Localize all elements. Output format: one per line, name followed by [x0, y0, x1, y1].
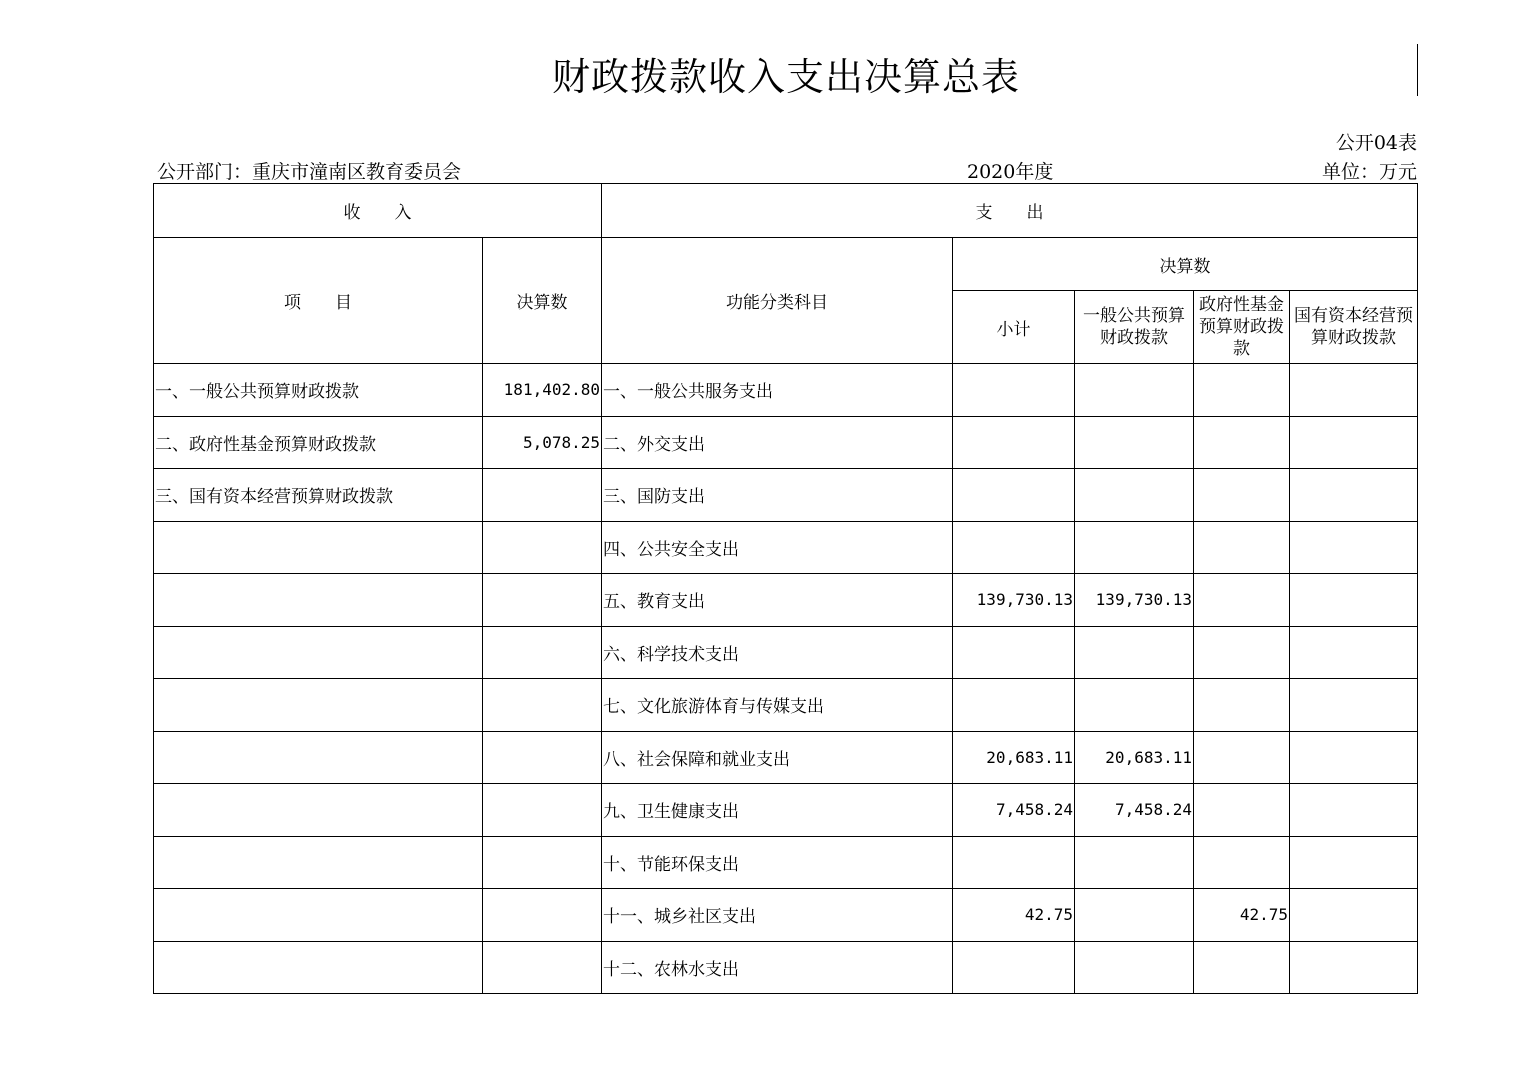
- expense-item-cell: 三、国防支出: [602, 469, 953, 522]
- expense-item-cell: 九、卫生健康支出: [602, 784, 953, 837]
- expense-item-cell: 八、社会保障和就业支出: [602, 731, 953, 784]
- general-budget-header: 一般公共预算财政拨款: [1075, 291, 1194, 364]
- gov-fund-cell: [1194, 784, 1290, 837]
- state-capital-cell: [1290, 364, 1418, 417]
- income-amount-cell: [483, 626, 602, 679]
- income-amount-cell: 5,078.25: [483, 416, 602, 469]
- gov-fund-cell: [1194, 731, 1290, 784]
- expense-item-cell: 七、文化旅游体育与传媒支出: [602, 679, 953, 732]
- gov-fund-header: 政府性基金预算财政拨款: [1194, 291, 1290, 364]
- state-capital-cell: [1290, 731, 1418, 784]
- subtotal-cell: [953, 364, 1075, 417]
- gov-fund-cell: [1194, 364, 1290, 417]
- subtotal-cell: [953, 941, 1075, 994]
- income-amount-cell: [483, 889, 602, 942]
- state-capital-cell: [1290, 626, 1418, 679]
- subtotal-cell: [953, 416, 1075, 469]
- general-budget-cell: [1075, 836, 1194, 889]
- state-capital-cell: [1290, 469, 1418, 522]
- income-amount-cell: [483, 574, 602, 627]
- income-item-cell: [154, 941, 483, 994]
- subtotal-header: 小计: [953, 291, 1075, 364]
- income-amount-cell: 181,402.80: [483, 364, 602, 417]
- table-row: [154, 889, 1418, 942]
- state-capital-cell: [1290, 574, 1418, 627]
- expense-item-cell: 十一、城乡社区支出: [602, 889, 953, 942]
- subtotal-cell: 7,458.24: [953, 784, 1075, 837]
- subtotal-cell: 139,730.13: [953, 574, 1075, 627]
- subtotal-cell: [953, 626, 1075, 679]
- expense-item-cell: 六、科学技术支出: [602, 626, 953, 679]
- gov-fund-cell: [1194, 521, 1290, 574]
- expense-item-cell: 十、节能环保支出: [602, 836, 953, 889]
- subtotal-cell: [953, 469, 1075, 522]
- general-budget-cell: [1075, 626, 1194, 679]
- gov-fund-cell: [1194, 416, 1290, 469]
- state-capital-cell: [1290, 416, 1418, 469]
- unit-label: 单位：万元: [1321, 161, 1417, 183]
- department-label: 公开部门：重庆市潼南区教育委员会: [157, 161, 462, 183]
- margin-divider: [1417, 44, 1418, 96]
- income-amount-cell: [483, 469, 602, 522]
- expense-item-cell: 二、外交支出: [602, 416, 953, 469]
- gov-fund-cell: [1194, 469, 1290, 522]
- function-category-header: 功能分类科目: [602, 238, 953, 364]
- income-amount-cell: [483, 679, 602, 732]
- table-row: [154, 784, 1418, 837]
- expense-item-cell: 四、公共安全支出: [602, 521, 953, 574]
- income-item-cell: [154, 836, 483, 889]
- state-capital-cell: [1290, 836, 1418, 889]
- income-item-cell: [154, 574, 483, 627]
- income-amount-header: 决算数: [483, 238, 602, 364]
- income-header: 收 入: [154, 184, 602, 238]
- general-budget-cell: [1075, 679, 1194, 732]
- general-budget-cell: 139,730.13: [1075, 574, 1194, 627]
- gov-fund-cell: [1194, 574, 1290, 627]
- income-item-cell: 三、国有资本经营预算财政拨款: [154, 469, 483, 522]
- general-budget-cell: 20,683.11: [1075, 731, 1194, 784]
- income-item-cell: [154, 679, 483, 732]
- subtotal-cell: [953, 836, 1075, 889]
- subtotal-cell: [953, 679, 1075, 732]
- income-item-cell: [154, 626, 483, 679]
- state-capital-cell: [1290, 784, 1418, 837]
- income-amount-cell: [483, 784, 602, 837]
- table-row: [154, 731, 1418, 784]
- general-budget-cell: [1075, 941, 1194, 994]
- page-title: 财政拨款收入支出决算总表: [551, 55, 1020, 99]
- general-budget-cell: [1075, 889, 1194, 942]
- table-row: [154, 469, 1418, 522]
- general-budget-cell: [1075, 469, 1194, 522]
- general-budget-cell: [1075, 521, 1194, 574]
- state-capital-cell: [1290, 521, 1418, 574]
- table-row: [154, 521, 1418, 574]
- table-row: [154, 679, 1418, 732]
- income-item-cell: [154, 784, 483, 837]
- gov-fund-cell: [1194, 941, 1290, 994]
- income-amount-cell: [483, 521, 602, 574]
- expense-item-cell: 五、教育支出: [602, 574, 953, 627]
- subtotal-cell: 20,683.11: [953, 731, 1075, 784]
- table-row: [154, 941, 1418, 994]
- subtotal-cell: 42.75: [953, 889, 1075, 942]
- expense-header: 支 出: [602, 184, 1418, 238]
- expense-item-cell: 一、一般公共服务支出: [602, 364, 953, 417]
- fiscal-year: 2020年度: [967, 161, 1054, 183]
- fiscal-appropriation-table: [153, 183, 1418, 994]
- general-budget-cell: [1075, 364, 1194, 417]
- subtotal-cell: [953, 521, 1075, 574]
- table-row: [154, 574, 1418, 627]
- form-code: 公开04表: [1335, 132, 1417, 154]
- general-budget-cell: [1075, 416, 1194, 469]
- table-row: [154, 416, 1418, 469]
- state-capital-cell: [1290, 889, 1418, 942]
- final-amount-group-header: 决算数: [953, 238, 1418, 291]
- state-capital-header: 国有资本经营预算财政拨款: [1290, 291, 1418, 364]
- item-header: 项 目: [154, 238, 483, 364]
- gov-fund-cell: [1194, 626, 1290, 679]
- gov-fund-cell: [1194, 836, 1290, 889]
- general-budget-cell: 7,458.24: [1075, 784, 1194, 837]
- income-amount-cell: [483, 941, 602, 994]
- state-capital-cell: [1290, 679, 1418, 732]
- income-item-cell: [154, 521, 483, 574]
- table-row: [154, 836, 1418, 889]
- gov-fund-cell: 42.75: [1194, 889, 1290, 942]
- table-row: [154, 364, 1418, 417]
- income-item-cell: 二、政府性基金预算财政拨款: [154, 416, 483, 469]
- state-capital-cell: [1290, 941, 1418, 994]
- income-item-cell: [154, 889, 483, 942]
- income-amount-cell: [483, 836, 602, 889]
- gov-fund-cell: [1194, 679, 1290, 732]
- income-amount-cell: [483, 731, 602, 784]
- expense-item-cell: 十二、农林水支出: [602, 941, 953, 994]
- table-row: [154, 626, 1418, 679]
- income-item-cell: [154, 731, 483, 784]
- income-item-cell: 一、一般公共预算财政拨款: [154, 364, 483, 417]
